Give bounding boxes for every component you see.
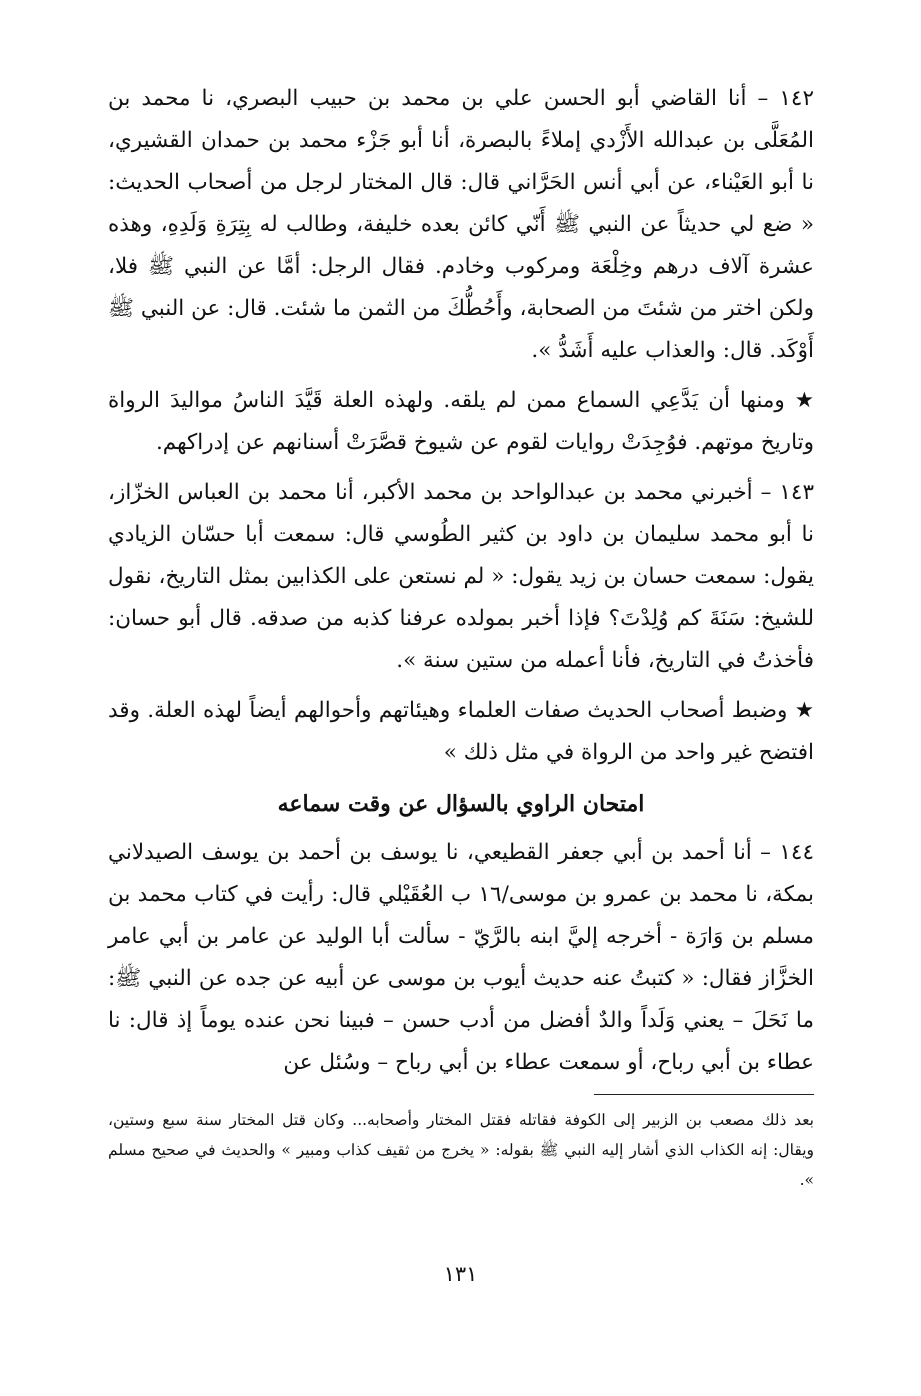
paragraph-144: ١٤٤ – أنا أحمد بن أبي جعفر القطيعي، نا يوسف بن أحمد بن يوسف الصيدلاني بمكة، نا محمد بن عمرو بن موسى/١٦ ب العُقَيْلي قال: رأيت في كتاب محمد بن مسلم بن وَارَة - أخرجه إليَّ ابنه بالرَّيّ - سألت أبا الوليد عن عامر بن أبي عامر الخزَّاز فقال: « كتبتُ عنه حديث أيوب بن موسى عن أبيه عن جده عن النبي ﷺ: ما نَحَلَ – يعني وَلَداً والدٌ أفضل من أدب حسن – فبينا نحن عنده يوماً إذ قال: نا عطاء بن أبي رباح، أو سمعت عطاء بن أبي رباح – وسُئل عن bbox=[108, 840, 814, 1075]
page-number: ١٣١ bbox=[443, 1262, 478, 1286]
section-heading: امتحان الراوي بالسؤال عن وقت سماعه bbox=[277, 791, 645, 817]
paragraph-note-attributes: ★ وضبط أصحاب الحديث صفات العلماء وهيئاتهم وأحوالهم أيضاً لهذه العلة. وقد افتضح غير واحد من الرواة في مثل ذلك » bbox=[108, 698, 814, 765]
footnote-separator bbox=[594, 1094, 814, 1095]
paragraph-note-birthdates: ★ ومنها أن يَدَّعِي السماع ممن لم يلقه. ولهذه العلة قَيَّدَ الناسُ مواليدَ الرواة وتاريخ موتهم. فوُجِدَتْ روايات لقوم عن شيوخ قصَّرَتْ أسنانهم عن إدراكهم. bbox=[108, 388, 814, 455]
paragraph-143: ١٤٣ – أخبرني محمد بن عبدالواحد بن محمد الأكبر، أنا محمد بن العباس الخزّاز، نا أبو محمد سليمان بن داود بن كثير الطُوسي قال: سمعت أبا حسّان الزيادي يقول: سمعت حسان بن زيد يقول: « لم نستعن على الكذابين بمثل التاريخ، نقول للشيخ: سَنَةَ كم وُلِدْتَ؟ فإذا أخبر بمولده عرفنا كذبه من صدقه. قال أبو حسان: فأخذتُ في التاريخ، فأنا أعمله من ستين سنة ». bbox=[108, 480, 814, 673]
paragraph-142: ١٤٢ – أنا القاضي أبو الحسن علي بن محمد بن حبيب البصري، نا محمد بن المُعَلَّى بن عبدالله الأَزْدي إملاءً بالبصرة، أنا أبو جَزْء محمد بن حمدان القشيري، نا أبو العَيْناء، عن أبي أنس الحَرَّاني قال: قال المختار لرجل من أصحاب الحديث: « ضع لي حديثاً عن النبي ﷺ أَنّي كائن بعده خليفة، وطالب له بِتِرَةِ وَلَدِهِ، وهذه عشرة آلاف درهم وخِلْعَة ومركوب وخادم. فقال الرجل: أمَّا عن النبي ﷺ فلا، ولكن اختر من شئتَ من الصحابة، وأَحُطُّكَ من الثمن ما شئت. قال: عن النبي ﷺ أَوْكَد. قال: والعذاب عليه أَشَدُّ ». bbox=[108, 86, 814, 363]
page-body bbox=[108, 78, 814, 1195]
footnote: بعد ذلك مصعب بن الزبير إلى الكوفة فقاتله فقتل المختار وأصحابه... وكان قتل المختار سنة سبع وستين، ويقال: إنه الكذاب الذي أشار إليه النبي ﷺ بقوله: « يخرج من ثقيف كذاب ومبير » والحديث في صحيح مسلم ». bbox=[108, 1111, 814, 1189]
